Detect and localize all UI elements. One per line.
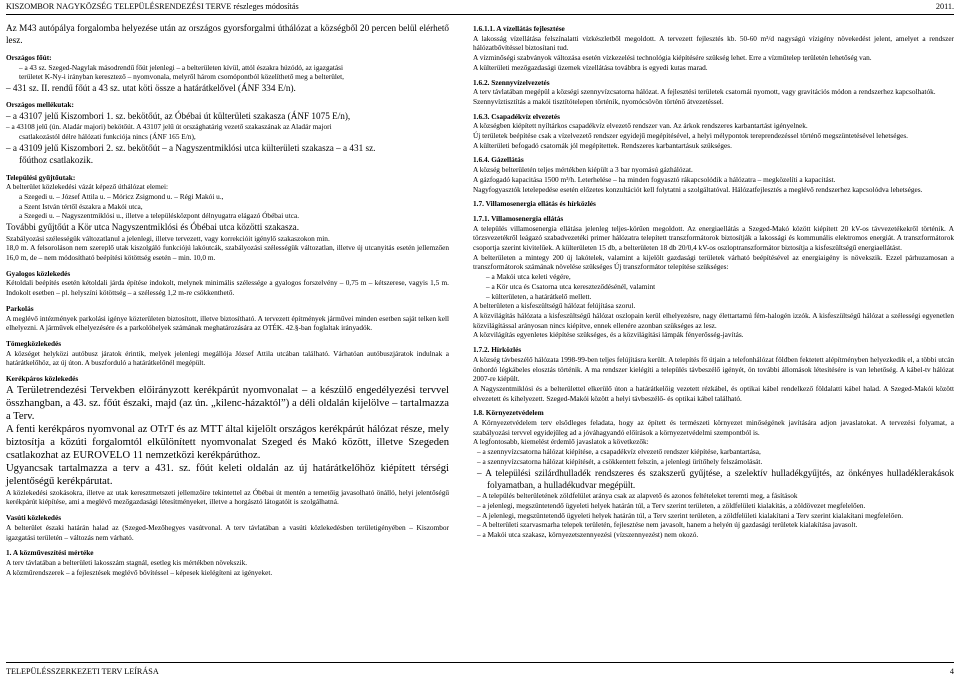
sewage-text-2: Szennyvíztisztítás a makói tisztítótelepen történik, nyomócsövön történő átvezetéssel. [473, 96, 724, 106]
environment-item-6: – A jelenlegi, megszüntetendő ügyeleti helyek határán túl, a Terv szerint területen, a zöldfelületi kialakítani a Terv szerint kialakítani megfelelően. [477, 510, 904, 520]
heading-public-transport: Tömegközlekedés [6, 338, 62, 348]
environment-item-8: – a Makói utca szakasz, környezetszennyezési (vízszennyezést) nem okozó. [477, 530, 699, 540]
intro-paragraph: Az M43 autópálya forgalomba helyezése után az országos gyorsforgalmi úthálózat a községből 20 percen belül elérhető lesz. [6, 23, 449, 46]
main-road-line-2: területet K-Ny-i irányban keresztező – nyomvonala, melyről három csomópontból közelíthető meg a belterület, [19, 72, 345, 82]
main-road-line-3: – 431 sz. II. rendű főút a 43 sz. utat köti össze a határátkelővel (ÁNF 334 E/n). [6, 82, 296, 93]
environment-item-1: – a szennyvízcsatorna hálózat kiépítése, a csapadékvíz elvezető rendszer kiépítése, karbantartása, [477, 447, 761, 457]
secondary-road-4: – a 43109 jelű Kiszombori 2. sz. bekötőút – a Nagyszentmiklósi utca külterületi szakasza – a 431 sz. [6, 142, 376, 153]
gas-text-1: A község belterületén teljes mértékben kiépült a 3 bar nyomású gázhálózat. [473, 165, 693, 175]
collector-width: Szabályozási szélességük változatlanul a jelenlegi, illetve tervezett, vagy korrekcióit igénylő szakaszokon min. [6, 233, 330, 243]
collector-width-2: 18,0 m. A felsoroláson nem szereplő utak kiszolgáló funkciójú lakóutcák, szabályozási szélességük változatlan, illetve új utcanyitás esetén jellemzően 16,0 m, de – nem módosítható beépítési kötöttség esetén – min. 10,0 m. [6, 243, 449, 262]
collector-item-1: a Szegedi u. – József Attila u. – Móricz Zsigmond u. – Régi Makói u., [19, 192, 224, 202]
heading-utility: 1. A közműveszítési mértéke [6, 548, 94, 558]
heading-pedestrian: Gyalogos közlekedés [6, 268, 71, 278]
header-title: KISZOMBOR NAGYKÖZSÉG TELEPÜLÉSRENDEZÉSI TERVE részleges módosítás [6, 2, 299, 11]
environment-item-5: – a jelenlegi, megszüntetendő ügyeleti helyek határán túl, a Terv szerint területen, a zöldfelületi kialakítás, a zöldövezet megfelelően. [477, 501, 866, 511]
stormwater-text-3: A külterületi befogadó csatornák jól megépítettek. Rendszeres karbantartásuk szükséges. [473, 140, 732, 150]
heading-parking: Parkolás [6, 303, 34, 313]
left-column [6, 22, 449, 577]
collector-item-2: a Szent István tértől északra a Makói utca, [19, 201, 143, 211]
heading-environment: 1.8. Környezetvédelem [473, 408, 544, 418]
gas-text-2: A gázfogadó kapacitása 1500 m³/h. Leterhelése – ha minden fogyasztó rákapcsolódik a hálózatra – megközelíti a kapacitást. [473, 174, 836, 184]
environment-item-2: – a szennyvízcsatorna hálózat kiépítését, a csökkentett felszín, a jelenlegi ürítőhely felszámolását. [477, 456, 763, 466]
environment-text-1: A Környezetvédelem terv elsődleges feladata, hogy az épített és természeti környezet minőségének javítására adjon javaslatokat. A tervezési folyamat, a szabályozási tervvel egyidejűleg ad a jóváhagyandó előírások a környezetvédelmi szempontból is. [473, 418, 954, 437]
electricity-item-3: – külterületen, a határátkelő mellett. [486, 291, 592, 301]
rail-text: A belterület északi határán halad az (Szeged-Mezőhegyes vasútvonal. A terv távlatában a vasúti közlekedésben területigényében – Kiszombor igazgatási területén – változás nem várható. [6, 522, 449, 542]
gas-text-3: Nagyfogyasztók letelepedése esetén előzetes konzultációt kell folytatni a szolgáltatóval. Hálózatfejlesztés a meglévő rendszerhez kapcsolódva lehetséges. [473, 184, 923, 194]
environment-item-4: – A település belterületének zöldfelület aránya csak az alapvető és azonos feltételeket teremti meg, a fásítások [477, 491, 798, 501]
collector-further: További gyűjtőút a Kör utca Nagyszentmiklósi és Óbébai utca közötti szakasza. [6, 222, 300, 233]
right-column [473, 22, 954, 540]
page-footer [6, 662, 954, 679]
environment-item-3: – A települési szilárdhulladék rendszeres és szakszerű gyűjtése, a szelektív hulladékgyűjtés, az önkényes hulladéklerakások folyamatban, a hulladékudvar megépült. [477, 467, 954, 490]
electricity-item-1: – a Makói utca keleti végére, [486, 272, 571, 282]
heading-sewage: 1.6.2. Szennyvízelvezetés [473, 77, 550, 87]
utility-text-2: A közműrendszerek – a fejlesztések meglévő bővítéssel – képesek kielégíteni az igényeket. [6, 567, 273, 577]
cycling-text-3: Ugyancsak tartalmazza a terv a 431. sz. főút keleti oldalán az új határátkelőhöz kiépített térségi jelentőségű kerékpárutat. [6, 462, 449, 487]
collector-item-3: a Szegedi u. – Nagyszentmiklósi u., illetve a településközpont délnyugatra elágazó Óbébai utca. [19, 211, 300, 221]
heading-cycling: Kerékpáros közlekedés [6, 374, 79, 384]
heading-electricity: 1.7.1. Villamosenergia ellátás [473, 213, 564, 223]
heading-secondary-roads: Országos mellékutak: [6, 100, 74, 110]
main-road-line-1: – a 43 sz. Szeged-Nagylak másodrendű főút jelenlegi – a belterületen kívül, attól északra húzódó, az igazgatási [19, 62, 343, 72]
secondary-road-5: főúthoz csatlakozik. [19, 155, 93, 166]
water-text-2: A vízminőségi szabványok változása esetén vízkezelési technológia kiépítésére szükség lehet. Erre a vízműtelep területén lehetőség van. [473, 53, 872, 63]
electricity-text-2: A belterületen a mintegy 200 új lakótelek, valamint a kijelölt gazdasági területek várható beépítésével az energiaigény is növekszik. Ezzel párhuzamosan a transzformátorok számának növelése szükséges Új transzformátor telepítése szükséges: [473, 252, 954, 272]
page-header [6, 0, 954, 15]
public-transport-text: A községet helyközi autóbusz járatok érintik, melyek jelenlegi megállója József Attila utcában található. Várhatóan autóbuszjáratok indulnak a határátkelőhöz, az új úton. A buszforduló a határátkelőnél megépült. [6, 348, 449, 368]
pedestrian-text: Kétoldali beépítés esetén kétoldali járda építése indokolt, melynek minimális szélessége a gyalogos forszelvény – 0,75 m – kétszerese, vagyis 1,5 m. Indokolt esetben – pl. helyszíni kötöttség – a szélesség 1,2 m-re csökkenthető. [6, 278, 449, 298]
water-text-3: A külterületi mezőgazdasági üzemek vízellátása továbbra is egyedi kutas marad. [473, 62, 708, 72]
secondary-road-3: csatlakozástól délre hálózati funkciója nincs (ÁNF 165 E/n), [19, 132, 196, 142]
telecom-text-1: A község távbeszélő hálózata 1998-99-ben teljes felújításra került. A telepítés fő útjain a telefonhálózat földben fektetett alépítményben helyezkedik el, a többi utcán önhordó légkábeles elosztás történik. A ma rendszer kielégíti a település távbeszélő igényét, ön további állomások létesítésére is van lehetőség. A kábel-tv hálózat 2007-re kiépült. [473, 354, 954, 384]
cycling-text-2: A fenti kerékpáros nyomvonal az OTrT és az MTT által kijelölt országos kerékpárút hálózat része, mely biztosítja a közúti forgalomtól elkülönített nyomvonalat Szeged és Makó között, illetve Szegeden csatlakozhat az EUROVELO 11 nemzetközi kerékpárúthoz. [6, 423, 449, 461]
heading-collector-roads: Települési gyűjtőutak: [6, 172, 76, 182]
header-year: 2011. [935, 2, 954, 11]
electricity-text-3: A belterületen a kisfeszültségű hálózat felújítása szorul. [473, 301, 636, 311]
telecom-text-2: A Nagyszentmiklósi és a belterülettel elkerülő úton a határátkelőig vezetett rézkábel, és optikai kábel rendelkező földalatti kábel halad. A Szeged-Makói között elvezetett és kihelyezett. Szeged-Makói között a helyi távbeszélő- és optikai kábel található. [473, 383, 954, 403]
page-number: 4 [949, 667, 954, 676]
secondary-road-2: – a 43108 jelű (ún. Aladár majori) bekötőút. A 43107 jelű út országhatárig vezető szakaszának az Aladár majori [6, 122, 332, 132]
utility-text-1: A terv távlatában a belterületi lakosszám stagnál, esetleg kis mértékben növekszik. [6, 557, 248, 567]
electricity-text-1: A település villamosenergia ellátása jelenleg teljes-körűen megoldott. Az energiaellátás a Szeged-Makó között kiépített 20 kV-os távvezetékekről történik. A törzsvezetékről leágazó szabadvezetéki primer hálózatra telepített transzformátorok biztosítják a lakossági és kommunális elektromos energiát. A transzformátorok csoportja szerint kivitelűek. A külterületen 15 db, a belterületen 18 db 20/0,4 kV-os oszloptranszformátor biztosítja a kisfeszültségű energiaellátást. [473, 223, 954, 253]
collector-intro: A belterület közlekedési vázát képező úthálózat elemei: [6, 182, 169, 192]
heading-national-main-road: Országos főút: [6, 52, 52, 62]
heading-gas: 1.6.4. Gázellátás [473, 155, 524, 165]
heading-rail: Vasúti közlekedés [6, 513, 62, 523]
heading-electricity-telecom: 1.7. Villamosenergia ellátás és hírközlés [473, 199, 596, 209]
sewage-text-1: A terv távlatában megépül a községi szennyvízcsatorna hálózat. A fejlesztési területek csatornái nyomott, vagy gravitációs módon a rendszerhez kapcsolhatók. [473, 87, 936, 97]
electricity-item-2: – a Kör utca és Csatorna utca kereszteződésénél, valamint [486, 281, 656, 291]
stormwater-text-2: Új területek beépítése csak a vízelvezető rendszer egyidejű megépítésével, a helyi mélypontok tereprendezéssel történő megszüntetésével lehetséges. [473, 131, 908, 141]
heading-stormwater: 1.6.3. Csapadékvíz elvezetés [473, 111, 560, 121]
electricity-text-4: A közvilágítás hálózata a kisfeszültségű hálózat oszlopain kerül elhelyezésre, nagy élettartamú fém-halogén izzók. A kisfeszültségű hálózat a szélességi egyenetlen közvilágítással arányosan nincs kiépítve, ennek ellenére azonban szükséges az lesz. [473, 310, 954, 330]
environment-text-2: A legfontosabb, kiemelést érdemlő javaslatok a következők: [473, 437, 649, 447]
cycling-text-4: A közlekedési szokásokra, illetve az utak keresztmetszeti jellemzőire tekintettel az Óbébai út mentén a temetőig javasolható önálló, helyi jelentőségű kerékpárút kiépítése, ami a meglévő mezőgazdasági létesítményeket, illetve a horgásztó látogatóit is szolgálhatná. [6, 487, 449, 507]
environment-item-7: – A belterületi szarvasmarha telepek területén, fejlesztése nem javasolt, hanem a helyén új gazdasági területek kialakítása javasolt. [477, 520, 858, 530]
heading-telecom: 1.7.2. Hírközlés [473, 345, 522, 355]
water-text-1: A lakosság vízellátása felszínalatti vízkészletből megoldott. A tervezett fejlesztés kb. 50-60 m³/d nagyságú vízigény növekedést jelent, amelyet a rendszer hálózatbővítéssel biztosítani tud. [473, 33, 954, 53]
cycling-text-1: A Területrendezési Tervekben előirányzott kerékpárút nyomvonalat – a készülő engedélyezési tervvel összhangban, a 43. sz. főút északi, majd (az ún. „kilenc-házaktól”) a déli oldalán kijelölve – tartalmazza a Terv. [6, 384, 449, 422]
footer-title: TELEPÜLÉSSZERKEZETI TERV LEÍRÁSA [6, 667, 159, 676]
stormwater-text-1: A községben kiépített nyíltárkos csapadékvíz elvezető rendszer van. Az árkok rendszeres karbantartást igényelnek. [473, 121, 808, 131]
secondary-road-1: – a 43107 jelű Kiszombori 1. sz. bekötőút, az Óbébai út külterületi szakasza (ÁNF 1075 E/n), [6, 111, 351, 122]
electricity-text-5: A közvilágítás egyenletes kiépítése szükséges, és a közvilágítási lámpák fényerősség-javítás. [473, 330, 744, 340]
heading-water-supply: 1.6.1.1. A vízellátás fejlesztése [473, 24, 565, 33]
parking-text: A meglévő intézmények parkolási igénye közterületen biztosított, illetve biztosítható. A tervezett építmények járművei minden esetben saját telken kell elhelyezni. A járművek elhelyezésére és a parkolóhelyek számának meghatározására az OTÉK. 42.§-ban foglaltak irányadók. [6, 313, 449, 333]
